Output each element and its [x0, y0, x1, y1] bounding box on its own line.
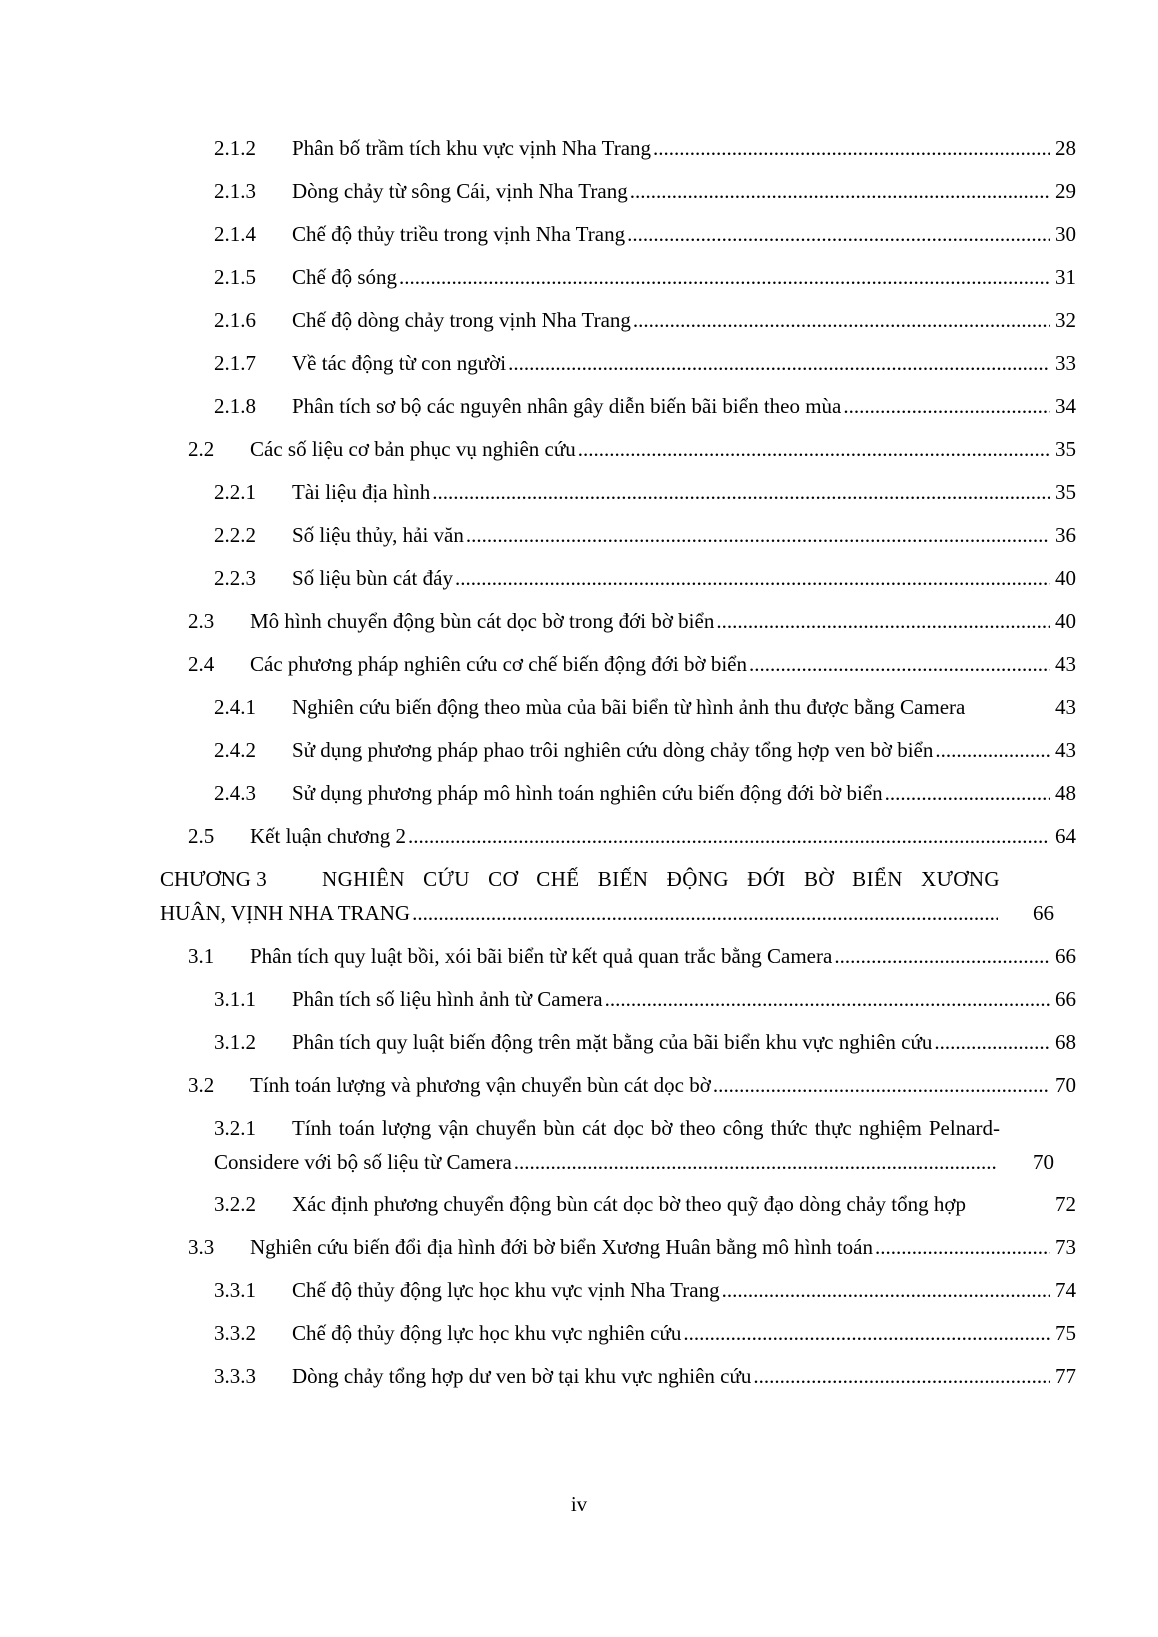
entry-number: 2.2: [188, 437, 215, 461]
entry-page: 73: [1055, 1235, 1076, 1259]
toc-entry[interactable]: [0, 821, 1158, 851]
entry-page: 77: [1055, 1364, 1076, 1388]
entry-title: Các số liệu cơ bản phục vụ nghiên cứu: [250, 437, 576, 461]
entry-title: Mô hình chuyển động bùn cát dọc bờ trong đới bờ biển: [250, 609, 715, 633]
entry-page: 74: [1055, 1278, 1076, 1302]
entry-title: Xác định phương chuyển động bùn cát dọc bờ theo quỹ đạo dòng chảy tổng hợp: [292, 1192, 966, 1216]
entry-page: 30: [1055, 222, 1076, 246]
entry-page: 32: [1055, 308, 1076, 332]
entry-title: Chế độ dòng chảy trong vịnh Nha Trang: [292, 308, 631, 332]
entry-number: 3.3.1: [214, 1278, 256, 1302]
entry-page: 70: [1055, 1073, 1076, 1097]
entry-title: Nghiên cứu biến động theo mùa của bãi biển từ hình ảnh thu được bằng Camera: [292, 695, 966, 719]
entry-title: Kết luận chương 2: [250, 824, 407, 848]
toc-entry[interactable]: [0, 1361, 1158, 1391]
entry-title: Tính toán lượng và phương vận chuyển bùn cát dọc bờ: [250, 1073, 711, 1097]
entry-number: 2.1.5: [214, 265, 256, 289]
entry-page: 70: [1033, 1150, 1054, 1174]
entry-title: Phân bố trầm tích khu vực vịnh Nha Trang: [292, 136, 652, 160]
toc-entry[interactable]: [0, 133, 1158, 163]
entry-number: 3.1.1: [214, 987, 256, 1011]
entry-title: Số liệu bùn cát đáy: [292, 566, 453, 590]
toc-entry[interactable]: [0, 692, 1158, 722]
entry-page: 35: [1055, 480, 1076, 504]
page-number: iv: [570, 1492, 588, 1516]
entry-title: Chế độ thủy triều trong vịnh Nha Trang: [292, 222, 626, 246]
entry-page: 64: [1055, 824, 1076, 848]
entry-number: 3.1: [188, 944, 215, 968]
toc-entry[interactable]: [0, 1070, 1158, 1100]
entry-title: Dòng chảy từ sông Cái, vịnh Nha Trang: [292, 179, 628, 203]
entry-page: 43: [1055, 695, 1076, 719]
entry-title: Tài liệu địa hình: [292, 480, 431, 504]
entry-page: 36: [1055, 523, 1076, 547]
chapter-label: CHƯƠNG 3: [160, 867, 267, 891]
entry-title: Phân tích sơ bộ các nguyên nhân gây diễn biến bãi biển theo mùa: [292, 394, 842, 418]
toc-entry[interactable]: [0, 606, 1158, 636]
entry-page: 75: [1055, 1321, 1076, 1345]
entry-number: 2.1.4: [214, 222, 256, 246]
entry-title: Phân tích quy luật bồi, xói bãi biển từ kết quả quan trắc bằng Camera: [250, 944, 833, 968]
entry-number: 2.5: [188, 824, 215, 848]
toc-chapter-3[interactable]: [0, 862, 1158, 932]
entry-number: 2.4.2: [214, 738, 256, 762]
entry-number: 3.3.3: [214, 1364, 256, 1388]
entry-title-line1: Tính toán lượng vận chuyển bùn cát dọc bờ theo công thức thực nghiệm Pelnard-: [292, 1116, 1000, 1140]
entry-page: 68: [1055, 1030, 1076, 1054]
entry-page: 40: [1055, 566, 1076, 590]
toc-entry[interactable]: [0, 262, 1158, 292]
toc-entry[interactable]: [0, 1111, 1158, 1179]
entry-page: 43: [1055, 738, 1076, 762]
entry-number: 3.2.2: [214, 1192, 256, 1216]
toc-entry[interactable]: [0, 735, 1158, 765]
entry-page: 48: [1055, 781, 1076, 805]
toc-entry[interactable]: [0, 305, 1158, 335]
chapter-title-line1: NGHIÊN CỨU CƠ CHẾ BIẾN ĐỘNG ĐỚI BỜ BIỂN XƯƠNG: [322, 867, 1000, 891]
entry-number: 2.4.1: [214, 695, 256, 719]
entry-page: 66: [1055, 944, 1076, 968]
entry-page: 29: [1055, 179, 1076, 203]
entry-number: 3.2: [188, 1073, 215, 1097]
entry-number: 2.1.3: [214, 179, 256, 203]
toc-entry[interactable]: [0, 649, 1158, 679]
entry-title: Dòng chảy tổng hợp dư ven bờ tại khu vực nghiên cứu: [292, 1364, 752, 1388]
entry-page: 28: [1055, 136, 1076, 160]
entry-title: Sử dụng phương pháp phao trôi nghiên cứu dòng chảy tổng hợp ven bờ biển: [292, 738, 934, 762]
entry-page: 66: [1033, 901, 1054, 925]
toc-entry[interactable]: [0, 391, 1158, 421]
entry-number: 2.2.1: [214, 480, 256, 504]
toc-entry[interactable]: [0, 348, 1158, 378]
toc-entry[interactable]: [0, 1275, 1158, 1305]
entry-number: 3.1.2: [214, 1030, 256, 1054]
entry-number: 2.4: [188, 652, 215, 676]
entry-number: 2.1.8: [214, 394, 256, 418]
entry-number: 3.3.2: [214, 1321, 256, 1345]
toc-entry[interactable]: [0, 941, 1158, 971]
toc-entry[interactable]: [0, 477, 1158, 507]
chapter-title-line2: HUÂN, VỊNH NHA TRANG: [160, 901, 411, 925]
entry-number: 2.2.3: [214, 566, 256, 590]
toc-entry[interactable]: [0, 219, 1158, 249]
entry-page: 43: [1055, 652, 1076, 676]
toc-entry[interactable]: [0, 434, 1158, 464]
entry-page: 35: [1055, 437, 1076, 461]
toc-entry[interactable]: [0, 1318, 1158, 1348]
entry-number: 2.4.3: [214, 781, 256, 805]
toc-entry[interactable]: [0, 176, 1158, 206]
entry-number: 3.2.1: [214, 1116, 256, 1140]
toc-entry[interactable]: [0, 1232, 1158, 1262]
toc-entry[interactable]: [0, 563, 1158, 593]
entry-title: Phân tích quy luật biến động trên mặt bằng của bãi biển khu vực nghiên cứu: [292, 1030, 933, 1054]
toc-entry[interactable]: [0, 520, 1158, 550]
toc-entry[interactable]: [0, 1027, 1158, 1057]
entry-page: 72: [1055, 1192, 1076, 1216]
toc-entry[interactable]: [0, 778, 1158, 808]
toc-entry[interactable]: [0, 984, 1158, 1014]
entry-title: Sử dụng phương pháp mô hình toán nghiên cứu biến động đới bờ biển: [292, 781, 883, 805]
entry-page: 34: [1055, 394, 1076, 418]
entry-title: Số liệu thủy, hải văn: [292, 523, 464, 547]
entry-number: 2.1.7: [214, 351, 256, 375]
entry-title: Nghiên cứu biến đổi địa hình đới bờ biển Xương Huân bằng mô hình toán: [250, 1235, 873, 1259]
entry-title: Về tác động từ con người: [292, 351, 507, 375]
entry-title: Các phương pháp nghiên cứu cơ chế biến động đới bờ biển: [250, 652, 747, 676]
entry-page: 66: [1055, 987, 1076, 1011]
entry-title-line2: Considere với bộ số liệu từ Camera: [214, 1150, 512, 1174]
entry-number: 2.1.2: [214, 136, 256, 160]
entry-title: Phân tích số liệu hình ảnh từ Camera: [292, 987, 603, 1011]
toc-entry[interactable]: [0, 1189, 1158, 1219]
entry-number: 2.2.2: [214, 523, 256, 547]
entry-number: 2.3: [188, 609, 215, 633]
entry-page: 33: [1055, 351, 1076, 375]
entry-page: 31: [1055, 265, 1076, 289]
entry-number: 2.1.6: [214, 308, 256, 332]
entry-title: Chế độ thủy động lực học khu vực nghiên cứu: [292, 1321, 682, 1345]
entry-page: 40: [1055, 609, 1076, 633]
entry-number: 3.3: [188, 1235, 215, 1259]
entry-title: Chế độ sóng: [292, 265, 397, 289]
entry-title: Chế độ thủy động lực học khu vực vịnh Nha Trang: [292, 1278, 720, 1302]
